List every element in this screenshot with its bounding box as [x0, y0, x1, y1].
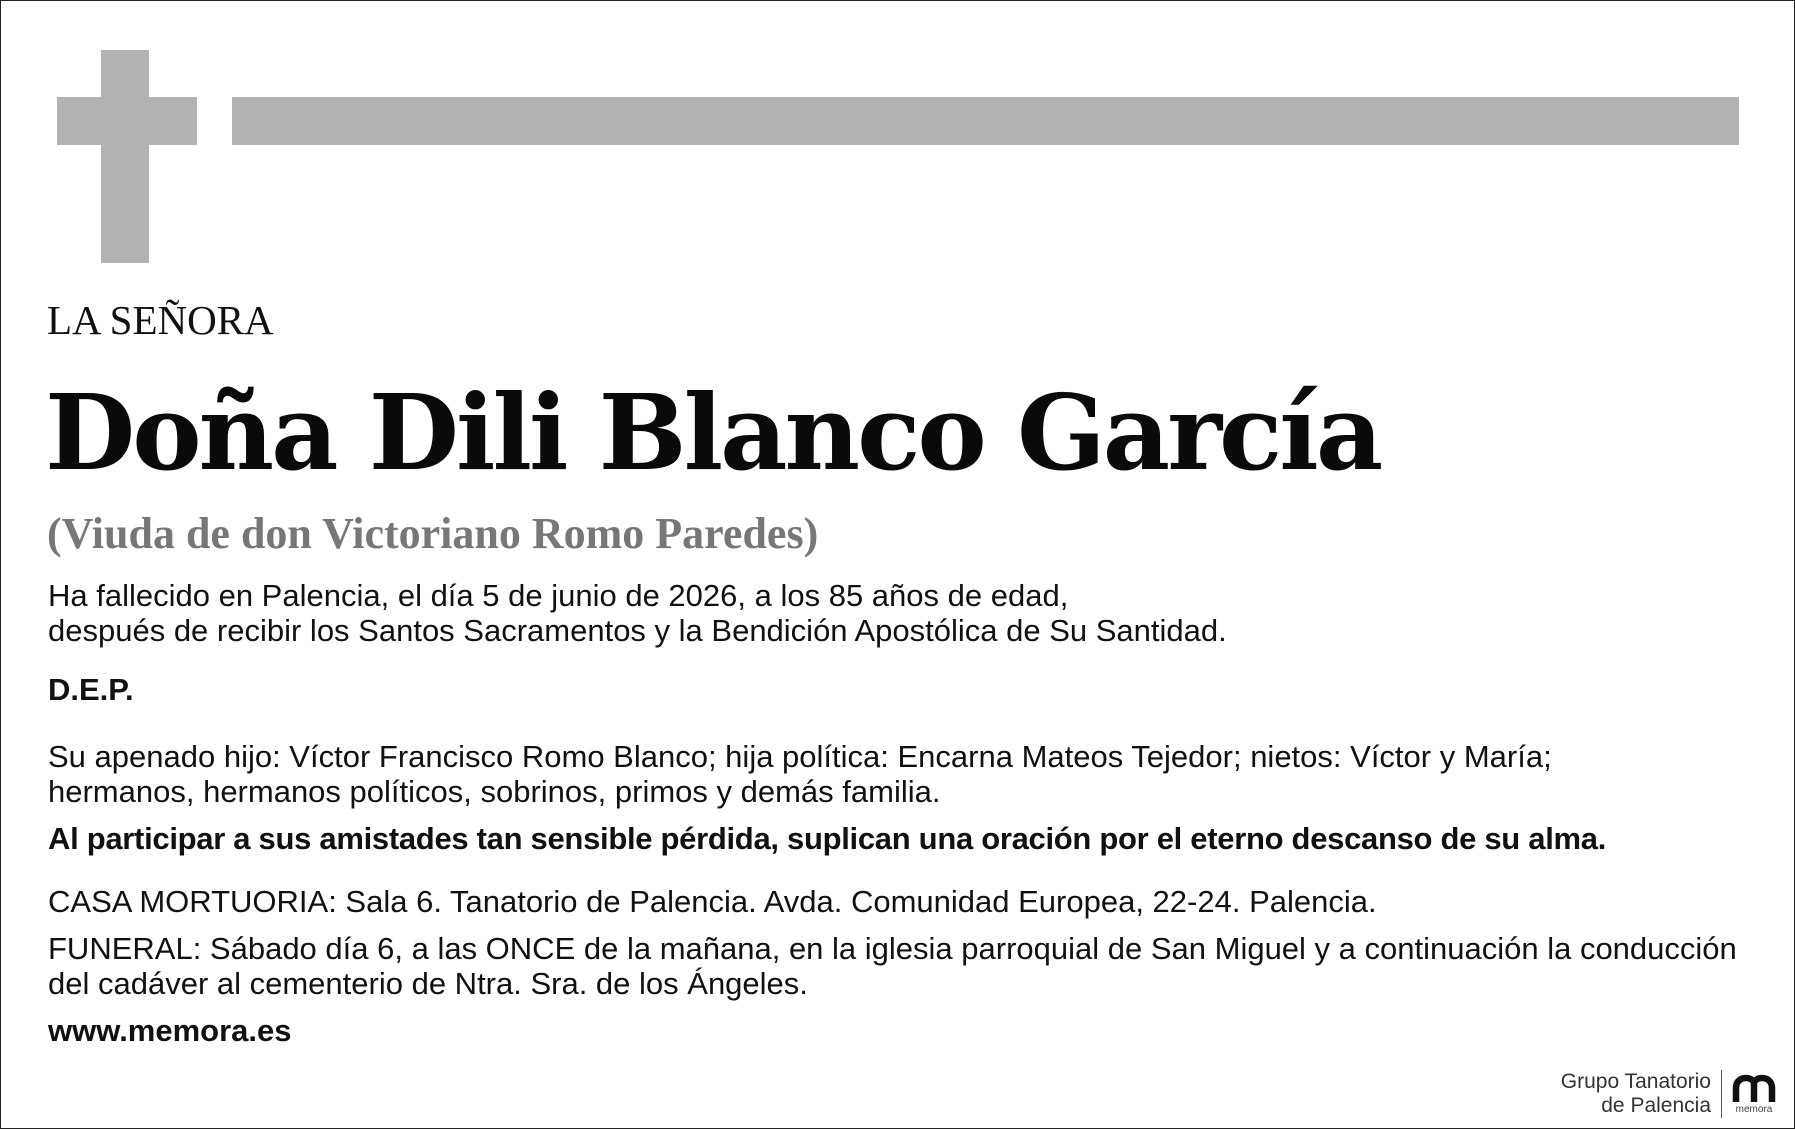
death-notice-line-2: después de recibir los Santos Sacramentos y la Bendición Apostólica de Su Santidad.	[48, 613, 1227, 648]
honorific: LA SEÑORA	[47, 297, 274, 343]
deceased-name: Doña Dili Blanco García	[45, 371, 1381, 494]
cross-icon-horizontal	[57, 97, 197, 145]
brand-line-1: Grupo Tanatorio	[1560, 1070, 1711, 1093]
funeral-info-line-2: del cadáver al cementerio de Ntra. Sra. de los Ángeles.	[48, 966, 808, 1001]
widow-of: (Viuda de don Victoriano Romo Paredes)	[47, 509, 819, 558]
brand-line-2: de Palencia	[1601, 1094, 1711, 1117]
cross-icon-vertical	[101, 50, 149, 263]
death-notice-line-1: Ha fallecido en Palencia, el día 5 de junio de 2026, a los 85 años de edad,	[48, 578, 1069, 613]
dep-label: D.E.P.	[48, 672, 134, 707]
closing-request: Al participar a sus amistades tan sensible pérdida, suplican una oración por el eterno descanso de su alma.	[48, 821, 1607, 856]
memora-m-logo-icon	[1732, 1074, 1776, 1104]
mortuary-info: CASA MORTUORIA: Sala 6. Tanatorio de Palencia. Avda. Comunidad Europea, 22-24. Palencia.	[48, 884, 1377, 919]
funeral-info-line-1: FUNERAL: Sábado día 6, a las ONCE de la mañana, en la iglesia parroquial de San Miguel y a continuación la conducción	[48, 931, 1737, 966]
website-link[interactable]: www.memora.es	[48, 1013, 292, 1048]
logo-label: memora	[1735, 1103, 1773, 1115]
family-line-1: Su apenado hijo: Víctor Francisco Romo Blanco; hija política: Encarna Mateos Tejedor; nietos: Víctor y María;	[48, 739, 1552, 774]
brand-name	[1561, 1070, 1722, 1118]
family-line-2: hermanos, hermanos políticos, sobrinos, primos y demás familia.	[48, 774, 941, 809]
memora-logo	[1722, 1074, 1776, 1115]
footer-brand	[1561, 1070, 1776, 1118]
header-bar	[232, 97, 1739, 145]
